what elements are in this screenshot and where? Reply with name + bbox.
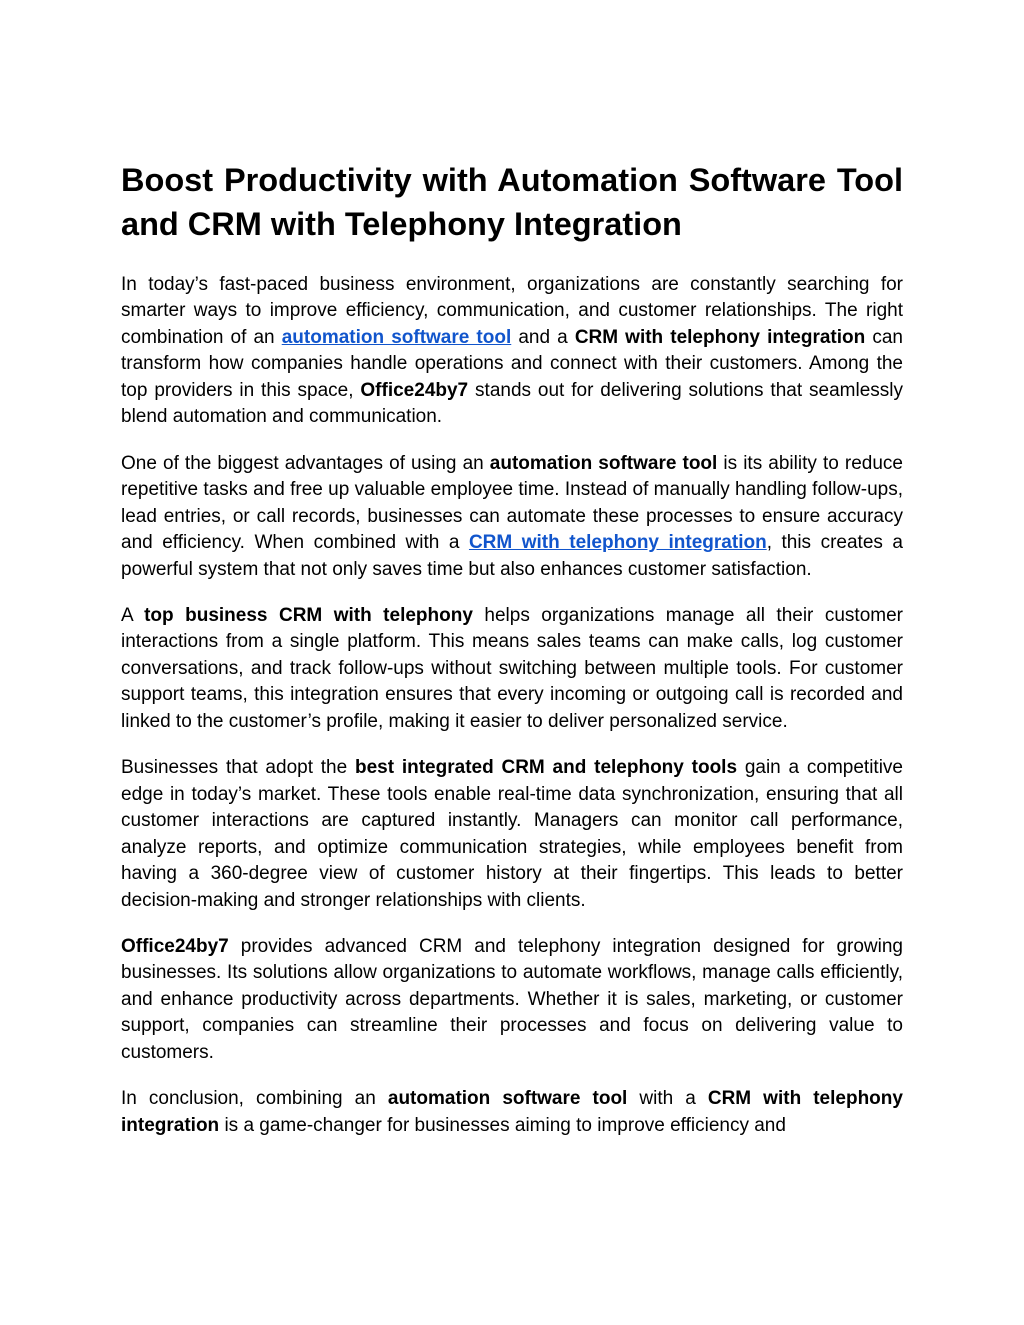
document-page	[121, 158, 903, 1159]
paragraph	[121, 272, 903, 431]
text-run: with a	[627, 1088, 708, 1110]
paragraph	[121, 934, 903, 1066]
text-run: In conclusion, combining an	[121, 1088, 388, 1110]
bold-text: top business CRM with telephony	[144, 604, 473, 626]
text-run: is its ability to reduce repetitive tasks and free up valuable employee time. Instead of manually handling follow-ups, lead entries, or call records, businesses can automate these processes to ensure accuracy and efficiency. When combined with a	[121, 452, 903, 554]
text-run: In today’s fast-paced business environment, organizations are constantly searching for smarter ways to improve efficiency, communication, and customer relationships. The right combination of an	[121, 274, 903, 348]
text-run: provides advanced CRM and telephony integration designed for growing businesses. Its solutions allow organizations to automate workflows, manage calls efficiently, and enhance productivity across departments. Whether it is sales, marketing, or customer support, companies can streamline their processes and focus on delivering value to customers.	[121, 935, 903, 1063]
text-run: Businesses that adopt the	[121, 757, 355, 779]
bold-text: Office24by7	[121, 935, 229, 957]
text-run: stands out for delivering solutions that seamlessly blend automation and communication.	[121, 379, 903, 428]
text-run: and a	[511, 326, 575, 348]
paragraph	[121, 603, 903, 735]
document-body	[121, 272, 903, 1139]
text-run: gain a competitive edge in today’s market. These tools enable real-time data synchronization, ensuring that all customer interactions are captured instantly. Managers can monitor call performance, analyze reports, and optimize communication strategies, while employees benefit from having a 360-degree view of customer history at their fingertips. This leads to better decision-making and stronger relationships with clients.	[121, 757, 903, 911]
bold-text: CRM with telephony integration	[574, 326, 866, 348]
bold-text: automation software tool	[489, 452, 718, 474]
bold-text: automation software tool	[387, 1088, 628, 1110]
document-title: Boost Productivity with Automation Software Tool and CRM with Telephony Integration	[121, 162, 903, 242]
text-run: , this creates a powerful system that not only saves time but also enhances customer satisfaction.	[121, 532, 903, 580]
paragraph	[121, 755, 903, 914]
text-run: A	[121, 604, 145, 626]
bold-text: CRM with telephony integration	[121, 1088, 903, 1136]
paragraph	[121, 451, 903, 583]
text-run: helps organizations manage all their customer interactions from a single platform. This means sales teams can make calls, log customer conversations, and track follow-ups without switching between multiple tools. For customer support teams, this integration ensures that every incoming or outgoing call is recorded and linked to the customer’s profile, making it easier to deliver personalized service.	[121, 604, 903, 732]
paragraph	[121, 1086, 903, 1139]
text-run: is a game-changer for businesses aiming to improve efficiency and	[219, 1114, 786, 1136]
bold-text: best integrated CRM and telephony tools	[354, 757, 738, 779]
hyperlink[interactable]: automation software tool	[281, 326, 512, 348]
text-run: One of the biggest advantages of using an	[121, 452, 490, 474]
bold-text: Office24by7	[360, 379, 469, 401]
hyperlink[interactable]: CRM with telephony integration	[468, 532, 767, 554]
text-run: can transform how companies handle operations and connect with their customers. Among the top providers in this space,	[121, 326, 903, 401]
